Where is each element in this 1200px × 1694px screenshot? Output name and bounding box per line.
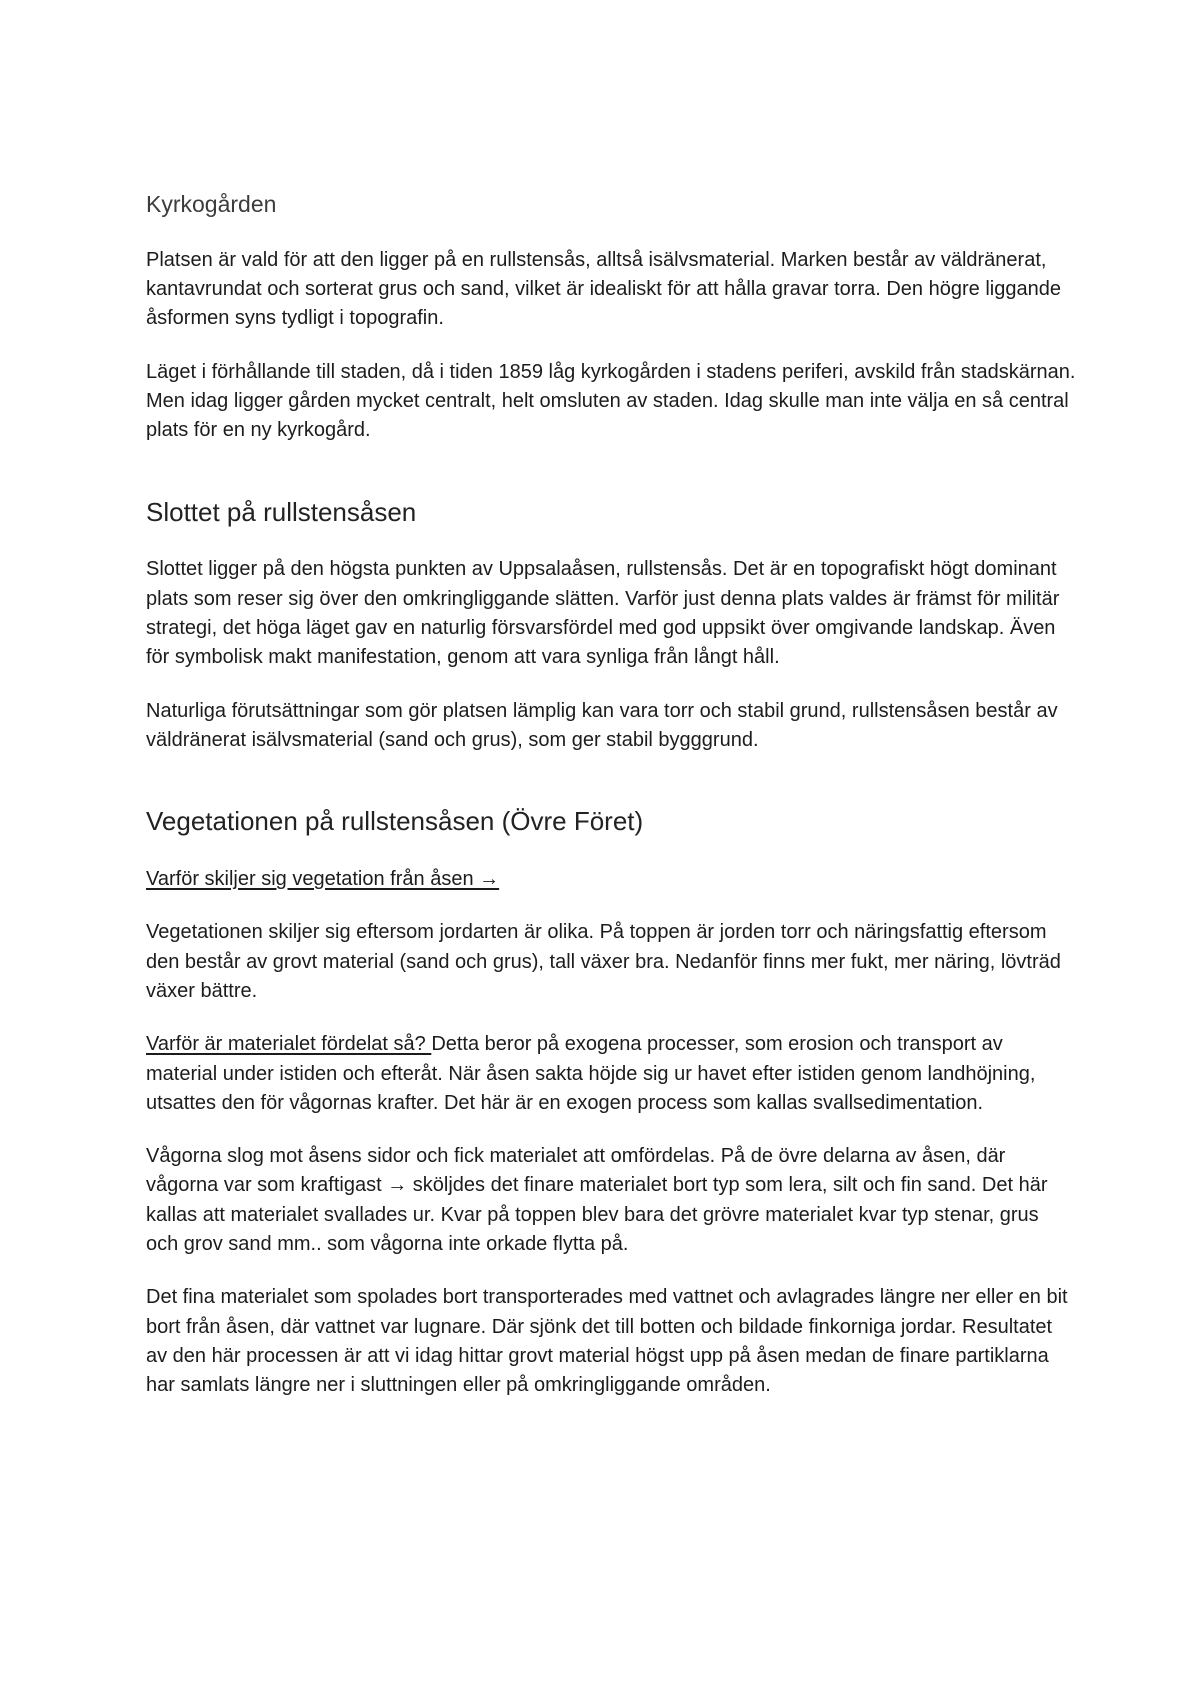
paragraph: Vegetationen skiljer sig eftersom jordarten är olika. På toppen är jorden torr och näringsfattig eftersom den består av grovt material (sand och grus), tall växer bra. Nedanför finns mer fukt, mer näring, lövträd växer bättre. (146, 921, 1061, 1002)
section-heading-vegetationen: Vegetationen på rullstensåsen (Övre Föret) (146, 806, 644, 837)
section-spacer (146, 470, 1076, 496)
section-heading-kyrkogarden: Kyrkogården (146, 191, 277, 217)
paragraph: Naturliga förutsättningar som gör platsen lämplig kan vara torr och stabil grund, rullstensåsen består av väldränerat isälvsmaterial (sand och grus), som ger stabil bygggrund. (146, 699, 1058, 751)
paragraph-with-question (146, 1030, 1076, 1118)
paragraph: Slottet ligger på den högsta punkten av Uppsalaåsen, rullstensås. Det är en topografiskt högt dominant plats som reser sig över den omkringliggande slätten. Varför just denna plats valdes är främst för militär strategi, det höga läget gav en naturlig försvarsfördel med god uppsikt över omgivande landskap. Även för symbolisk makt manifestation, genom att vara synliga från långt håll. (146, 558, 1060, 669)
underlined-question: Varför skiljer sig vegetation från åsen → (146, 868, 500, 891)
underlined-question: Varför är materialet fördelat så? (146, 1033, 432, 1056)
section-spacer (146, 779, 1076, 805)
paragraph: Vågorna slog mot åsens sidor och fick materialet att omfördelas. På de övre delarna av åsen, där vågorna var som kraftigast → sköljdes det finare materialet bort typ som lera, silt och fin sand. Det här kallas att materialet svallades ur. Kvar på toppen blev bara det grövre materialet kvar typ stenar, grus och grov sand mm.. som vågorna inte orkade flytta på. (146, 1145, 1048, 1256)
paragraph-text: Detta beror på exogena processer, som erosion och transport av material under istiden och efteråt. När åsen sakta höjde sig ur havet efter istiden genom landhöjning, utsattes den för vågornas krafter. Det här är en exogen process som kallas svallsedimentation. (146, 1033, 1036, 1114)
paragraph: Platsen är vald för att den ligger på en rullstensås, alltså isälvsmaterial. Marken består av väldränerat, kantavrundat och sorterat grus och sand, vilket är idealiskt för att hålla gravar torra. Den högre liggande åsformen syns tydligt i topografin. (146, 248, 1061, 330)
section-heading-slottet: Slottet på rullstensåsen (146, 496, 417, 527)
document-page (146, 190, 1076, 1425)
paragraph: Läget i förhållande till staden, då i tiden 1859 låg kyrkogården i stadens periferi, avskild från stadskärnan. Men idag ligger gården mycket centralt, helt omsluten av staden. Idag skulle man inte välja en så central plats för en ny kyrkogård. (146, 360, 1076, 442)
paragraph: Det fina materialet som spolades bort transporterades med vattnet och avlagrades längre ner eller en bit bort från åsen, där vattnet var lugnare. Där sjönk det till botten och bildade finkorniga jordar. Resultatet av den här processen är att vi idag hittar grovt material högst upp på åsen medan de finare partiklarna har samlats längre ner i sluttningen eller på omkringliggande områden. (146, 1286, 1068, 1397)
